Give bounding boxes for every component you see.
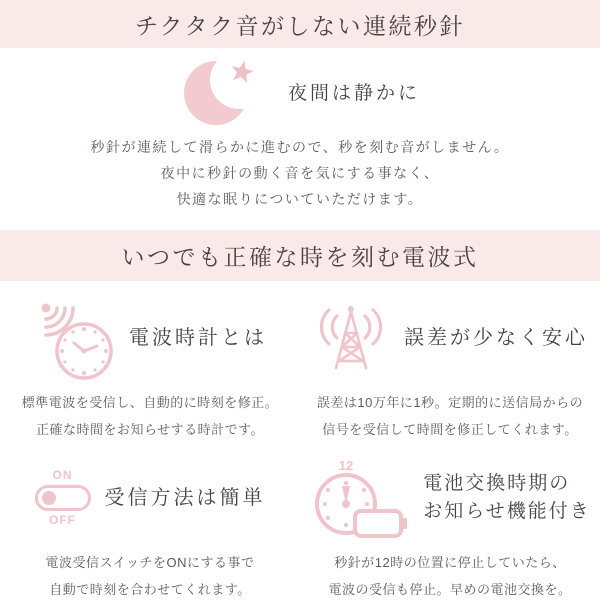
- feature-battery: [300, 455, 600, 600]
- switch-pill: [35, 485, 91, 511]
- feature-radio-clock: [0, 295, 300, 443]
- feature-battery-desc: 秒針が12時の位置に停止していたら、 電波の受信も停止。早めの電池交換を。: [328, 555, 572, 597]
- feature-switch-title: 受信方法は簡単: [104, 487, 266, 509]
- feature-accuracy: [300, 295, 600, 443]
- section2-title-band: [0, 230, 600, 281]
- crescent-moon-star-icon: [180, 54, 262, 128]
- quiet-heading: 夜間は静かに: [287, 82, 420, 104]
- features-grid: [0, 295, 600, 600]
- radio-wave-clock-icon: [33, 295, 115, 381]
- switch-off-label: OFF: [49, 513, 76, 527]
- feature-accuracy-desc: 誤差は10万年に1秒。定期的に送信局からの 信号を受信して時間を修正してくれます。: [316, 395, 584, 437]
- transmission-tower-icon: [312, 300, 390, 376]
- feature-switch-head: [35, 455, 266, 541]
- switch-on-label: ON: [52, 468, 73, 482]
- feature-radio-clock-desc: 標準電波を受信し、自動的に時刻を修正。 正確な時間をお知らせする時計です。: [21, 395, 279, 437]
- on-off-switch-icon: [35, 468, 91, 528]
- feature-switch: [0, 455, 300, 600]
- quiet-line-2: 夜中に秒針の動く音を気にする事なく、: [160, 165, 440, 181]
- section1-title: チクタク音がしない連続秒針: [134, 12, 466, 39]
- feature-radio-clock-head: [33, 295, 267, 381]
- section1-title-band: [0, 0, 600, 48]
- quiet-paragraph: [0, 134, 600, 212]
- feature-battery-head: [309, 455, 590, 541]
- feature-accuracy-title: 誤差が少なく安心: [404, 327, 588, 349]
- quiet-feature-row: [0, 54, 600, 128]
- battery-clock-icon: [309, 454, 409, 542]
- feature-battery-title: 電池交換時期の お知らせ機能付き: [423, 473, 591, 522]
- quiet-line-3: 快適な眠りについていただけます。: [176, 191, 424, 207]
- feature-accuracy-head: [312, 295, 588, 381]
- feature-switch-desc: 電波受信スイッチをONにする事で 自動で時刻を合わせてくれます。: [45, 555, 255, 597]
- feature-radio-clock-title: 電波時計とは: [129, 327, 267, 349]
- quiet-line-1: 秒針が連続して滑らかに進むので、秒を刻む音がしません。: [90, 139, 510, 155]
- svg-text:12: 12: [339, 458, 354, 473]
- section2-title: いつでも正確な時を刻む電波式: [121, 244, 479, 270]
- switch-knob: [42, 491, 56, 505]
